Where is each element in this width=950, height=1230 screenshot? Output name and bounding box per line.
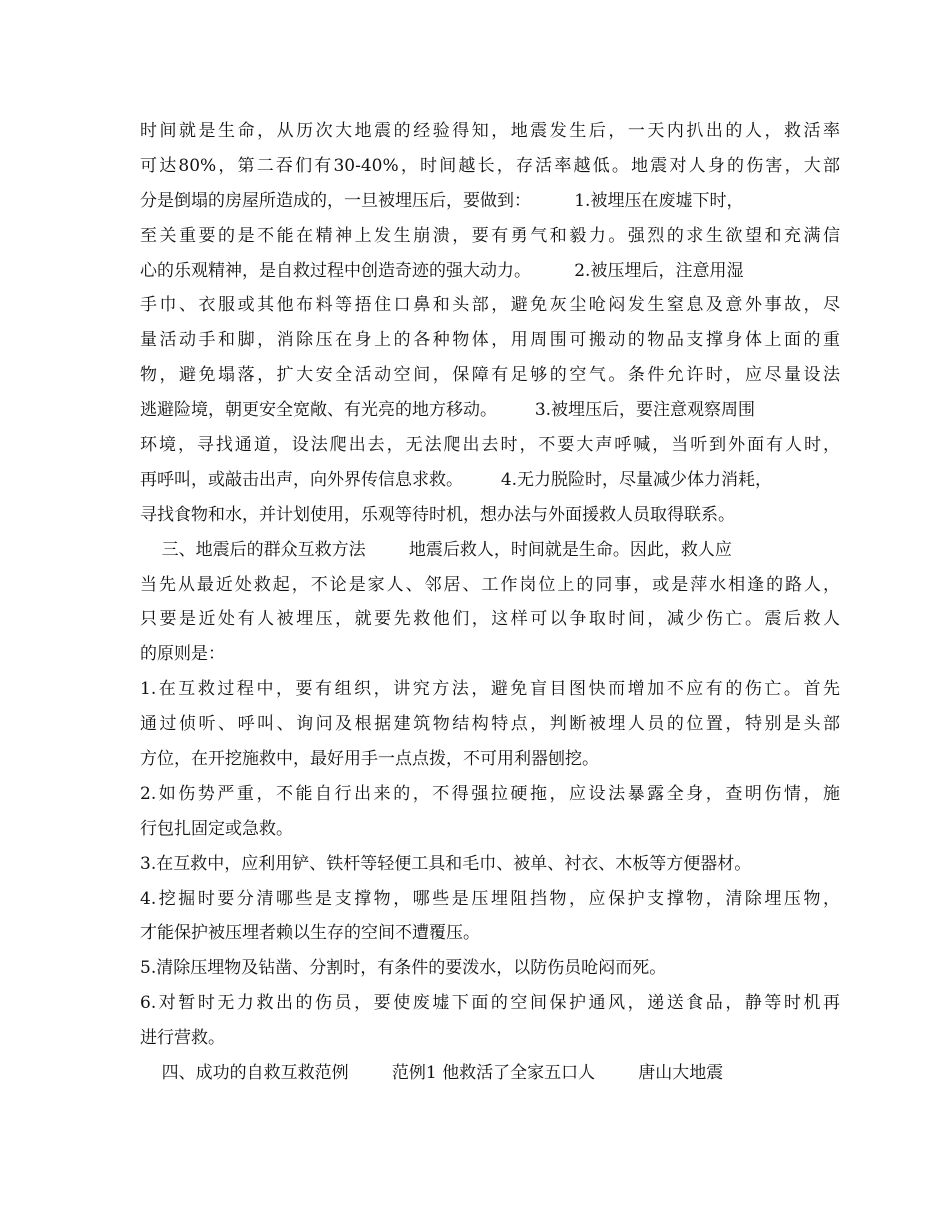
text-line: 四、成功的自救互救范例 范例1 他救活了全家五口人 唐山大地震 [140,1063,724,1084]
text-line: 2.如伤势严重，不能自行出来的，不得强拉硬拖，应设法暴露全身，查明伤情，施 [140,783,840,804]
text-line: 逃避险境，朝更安全宽敞、有光亮的地方移动。 3.被埋压后，要注意观察周围 [140,400,756,421]
text-line: 再呼叫，或敲击出声，向外界传信息求救。 4.无力脱险时，尽量减少体力消耗， [140,469,773,490]
text-line: 3.在互救中，应利用铲、铁杆等轻便工具和毛巾、被单、衬衣、木板等方便器材。 [140,853,752,874]
text-line: 三、地震后的群众互救方法 地震后救人，时间就是生命。因此，救人应 [140,539,732,560]
text-line: 才能保护被压埋者赖以生存的空间不遭覆压。 [140,923,480,944]
text-line: 的原则是： [140,644,225,665]
text-line: 只要是近处有人被埋压，就要先救他们，这样可以争取时间，减少伤亡。震后救人 [140,609,840,630]
text-line: 进行营救。 [140,1028,225,1049]
text-line: 可达80%，第二吞们有30-40%，时间越长，存活率越低。地震对人身的伤害，大部 [140,155,840,176]
text-line: 手巾、衣服或其他布料等捂住口鼻和头部，避免灰尘呛闷发生窒息及意外事故，尽 [140,295,840,316]
text-line: 物，避免塌落，扩大安全活动空间，保障有足够的空气。条件允许时，应尽量设法 [140,365,840,386]
text-line: 至关重要的是不能在精神上发生崩溃，要有勇气和毅力。强烈的求生欲望和充满信 [140,225,840,246]
text-line: 4.挖掘时要分清哪些是支撑物，哪些是压埋阻挡物，应保护支撑物，清除埋压物， [140,888,840,909]
text-line: 5.清除压埋物及钻凿、分割时，有条件的要泼水，以防伤员呛闷而死。 [140,958,667,979]
text-line: 6.对暂时无力救出的伤员，要使废墟下面的空间保护通风，递送食品，静等时机再 [140,993,840,1014]
text-line: 分是倒塌的房屋所造成的，一旦被埋压后，要做到： 1.被埋压在废墟下时， [140,190,744,211]
text-line: 方位，在开挖施救中，最好用手一点点拨，不可用利器刨挖。 [140,749,599,770]
body-text [140,114,840,1091]
text-line: 当先从最近处救起，不论是家人、邻居、工作岗位上的同事，或是萍水相逢的路人， [140,574,840,595]
text-line: 1.在互救过程中，要有组织，讲究方法，避免盲目图快而增加不应有的伤亡。首先 [140,679,840,700]
text-line: 行包扎固定或急救。 [140,818,293,839]
text-line: 时间就是生命，从历次大地震的经验得知，地震发生后，一天内扒出的人，救活率 [140,121,840,141]
text-line: 寻找食物和水，并计划使用，乐观等待时机，想办法与外面援救人员取得联系。 [140,504,735,525]
text-line: 量活动手和脚，消除压在身上的各种物体，用周围可搬动的物品支撑身体上面的重 [140,330,840,351]
text-line: 环境，寻找通道，设法爬出去，无法爬出去时，不要大声呼喊，当听到外面有人时， [140,435,840,456]
text-line: 通过侦听、呼叫、询问及根据建筑物结构特点，判断被埋人员的位置，特别是头部 [140,714,840,735]
text-line: 心的乐观精神，是自救过程中创造奇迹的强大动力。 2.被压埋后，注意用湿 [140,260,744,281]
